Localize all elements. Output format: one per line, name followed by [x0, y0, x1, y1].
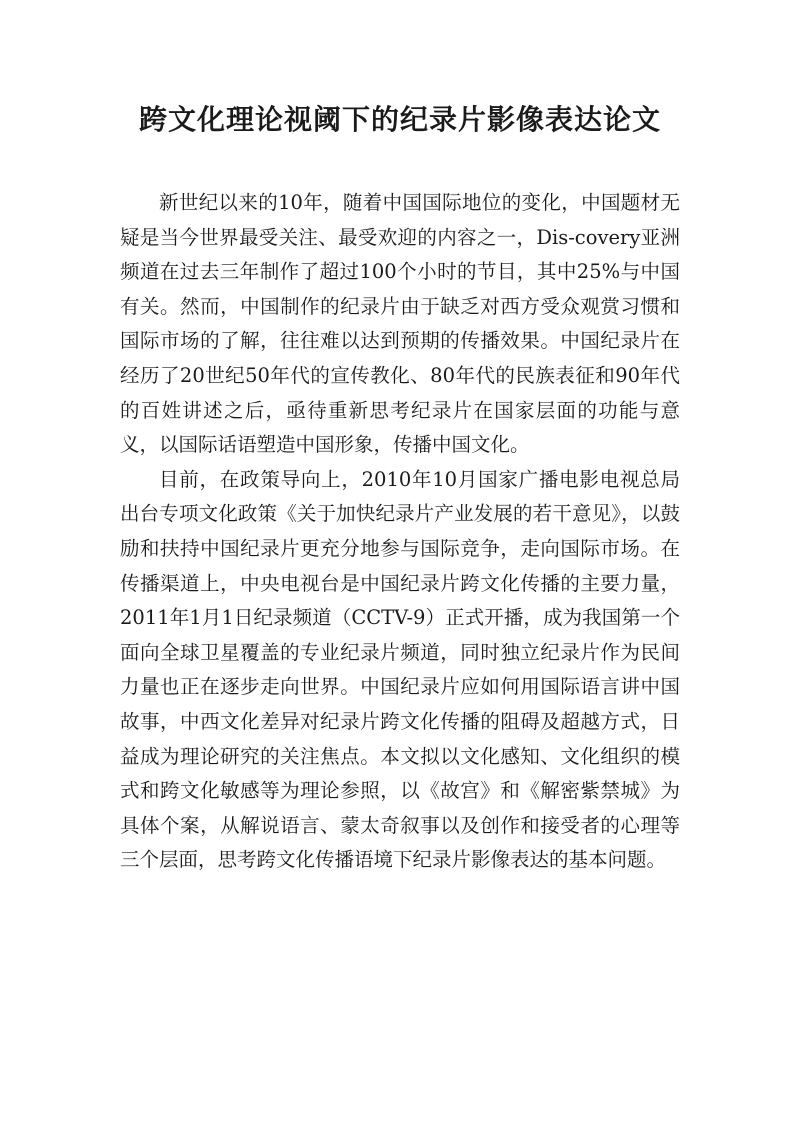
paragraph-1: 新世纪以来的10年，随着中国国际地位的变化，中国题材无疑是当今世界最受关注、最受欢迎的内容之一，Dis-covery亚洲频道在过去三年制作了超过100个小时的节目，其中25%与中国有关。然而，中国制作的纪录片由于缺乏对西方受众观赏习惯和国际市场的了解，往往难以达到预期的传播效果。中国纪录片在经历了20世纪50年代的宣传教化、80年代的民族表征和90年代的百姓讲述之后，亟待重新思考纪录片在国家层面的功能与意义，以国际话语塑造中国形象，传播中国文化。 [120, 191, 680, 457]
document-body [120, 186, 680, 878]
document-title: 跨文化理论视阈下的纪录片影像表达论文 [138, 103, 661, 136]
paragraph-2: 目前，在政策导向上，2010年10月国家广播电影电视总局出台专项文化政策《关于加快纪录片产业发展的若干意见》，以鼓励和扶持中国纪录片更充分地参与国际竞争，走向国际市场。在传播渠道上，中央电视台是中国纪录片跨文化传播的主要力量，2011年1月1日纪录频道（CCTV-9）正式开播，成为我国第一个面向全球卫星覆盖的专业纪录片频道，同时独立纪录片作为民间力量也正在逐步走向世界。中国纪录片应如何用国际语言讲中国故事，中西文化差异对纪录片跨文化传播的阻碍及超越方式，日益成为理论研究的关注焦点。本文拟以文化感知、文化组织的模式和跨文化敏感等为理论参照，以《故宫》和《解密紫禁城》为具体个案，从解说语言、蒙太奇叙事以及创作和接受者的心理等三个层面，思考跨文化传播语境下纪录片影像表达的基本问题。 [120, 467, 680, 872]
